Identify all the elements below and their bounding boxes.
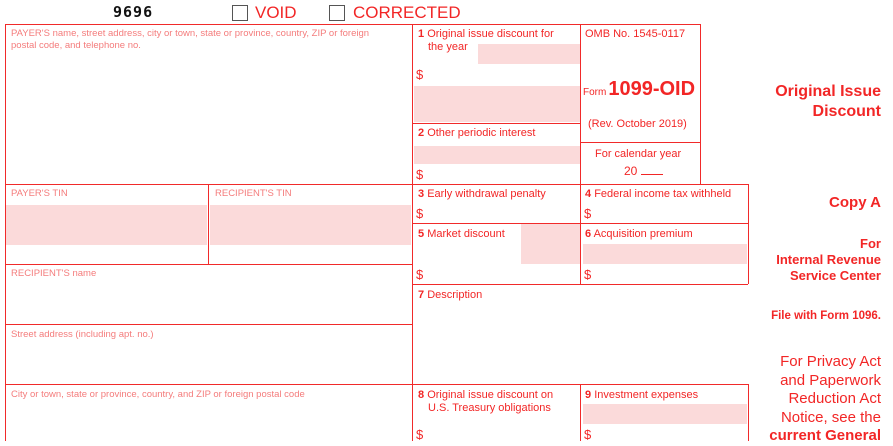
box4-label bbox=[585, 188, 731, 201]
box9-label-text: Investment expenses bbox=[594, 389, 699, 401]
calendar-year-label: For calendar year bbox=[595, 148, 682, 160]
box6-label-text: Acquisition premium bbox=[593, 228, 693, 240]
box6-dollar: $ bbox=[584, 267, 592, 282]
box1-field[interactable] bbox=[414, 86, 580, 122]
irs-line2: Service Center bbox=[789, 268, 881, 283]
void-checkbox[interactable] bbox=[232, 5, 248, 21]
box5-field[interactable] bbox=[521, 224, 580, 264]
calendar-year bbox=[624, 164, 663, 178]
privacy-line2: and Paperwork bbox=[780, 371, 881, 389]
payer-tin-field[interactable] bbox=[6, 205, 207, 245]
box7-number: 7 bbox=[418, 289, 425, 301]
box9-field[interactable] bbox=[583, 404, 747, 424]
box7-label-text: Description bbox=[427, 289, 483, 301]
form-word: Form bbox=[583, 87, 607, 98]
payer-info-label: PAYER'S name, street address, city or town, state or province, country, ZIP or foreign postal code, and telephone no. bbox=[11, 28, 370, 51]
box2-field[interactable] bbox=[414, 146, 580, 164]
box1-dollar: $ bbox=[416, 67, 424, 82]
street-address-label: Street address (including apt. no.) bbox=[11, 329, 154, 340]
title-line2: Discount bbox=[812, 103, 881, 120]
box9-label bbox=[585, 389, 698, 402]
box6-label bbox=[585, 228, 693, 241]
box6-field[interactable] bbox=[583, 244, 747, 264]
box3-dollar: $ bbox=[416, 206, 424, 221]
corrected-checkbox[interactable] bbox=[329, 5, 345, 21]
box7-field[interactable] bbox=[414, 304, 747, 382]
title-line1: Original Issue bbox=[775, 83, 881, 100]
form-name: 1099-OID bbox=[608, 78, 696, 100]
box8-number: 8 bbox=[418, 389, 425, 401]
form-code: 9696 bbox=[113, 3, 154, 21]
irs-recipient-block bbox=[776, 236, 881, 284]
box4-label-text: Federal income tax withheld bbox=[594, 188, 732, 200]
box2-label bbox=[418, 127, 535, 140]
recipient-tin-label: RECIPIENT'S TIN bbox=[215, 188, 292, 199]
privacy-line3: Reduction Act bbox=[788, 390, 881, 407]
box6-number: 6 bbox=[585, 228, 592, 240]
irs-line1: Internal Revenue bbox=[776, 252, 881, 267]
box8-dollar: $ bbox=[416, 427, 424, 442]
form-title bbox=[583, 78, 695, 101]
box7-label bbox=[418, 289, 482, 302]
box5-label bbox=[418, 228, 505, 241]
corrected-label: CORRECTED bbox=[353, 3, 461, 22]
box4-number: 4 bbox=[585, 188, 592, 200]
box9-dollar: $ bbox=[584, 427, 592, 442]
omb-number: OMB No. 1545-0117 bbox=[585, 28, 686, 40]
box5-dollar: $ bbox=[416, 267, 424, 282]
box5-label-text: Market discount bbox=[427, 228, 505, 240]
form-title-text bbox=[775, 82, 881, 122]
box5-number: 5 bbox=[418, 228, 425, 240]
payer-tin-label: PAYER'S TIN bbox=[11, 188, 68, 199]
privacy-line1: For Privacy Act bbox=[780, 353, 881, 370]
box2-number: 2 bbox=[418, 127, 425, 139]
void-label: VOID bbox=[255, 3, 297, 22]
box8-label-b: U.S. Treasury obligations bbox=[428, 402, 551, 414]
box8-label-a: Original issue discount on bbox=[427, 389, 554, 401]
privacy-notice bbox=[769, 353, 881, 446]
privacy-line4: Notice, see the bbox=[780, 408, 881, 426]
rev-date: (Rev. October 2019) bbox=[588, 118, 687, 130]
box8-label bbox=[418, 389, 553, 402]
box9-number: 9 bbox=[585, 389, 592, 401]
for-label: For bbox=[860, 236, 881, 251]
box3-number: 3 bbox=[418, 188, 425, 200]
year-input[interactable] bbox=[641, 164, 663, 175]
box1-field-top[interactable] bbox=[478, 44, 580, 64]
box4-dollar: $ bbox=[584, 206, 592, 221]
box2-label-text: Other periodic interest bbox=[427, 127, 536, 139]
box1-label bbox=[418, 28, 554, 41]
year-prefix: 20 bbox=[624, 164, 638, 178]
box2-dollar: $ bbox=[416, 167, 424, 182]
box3-label-text: Early withdrawal penalty bbox=[427, 188, 546, 200]
copy-a-label: Copy A bbox=[829, 194, 881, 211]
box3-label bbox=[418, 188, 546, 201]
box1-number: 1 bbox=[418, 28, 425, 40]
recipient-name-label: RECIPIENT'S name bbox=[11, 268, 97, 279]
box1-label-b: the year bbox=[428, 41, 468, 53]
box1-label-a: Original issue discount for bbox=[427, 28, 554, 40]
privacy-line5: current General bbox=[769, 427, 881, 444]
recipient-tin-field[interactable] bbox=[210, 205, 411, 245]
city-label: City or town, state or province, country, and ZIP or foreign postal code bbox=[11, 389, 305, 400]
file-with-form: File with Form 1096. bbox=[771, 310, 881, 322]
